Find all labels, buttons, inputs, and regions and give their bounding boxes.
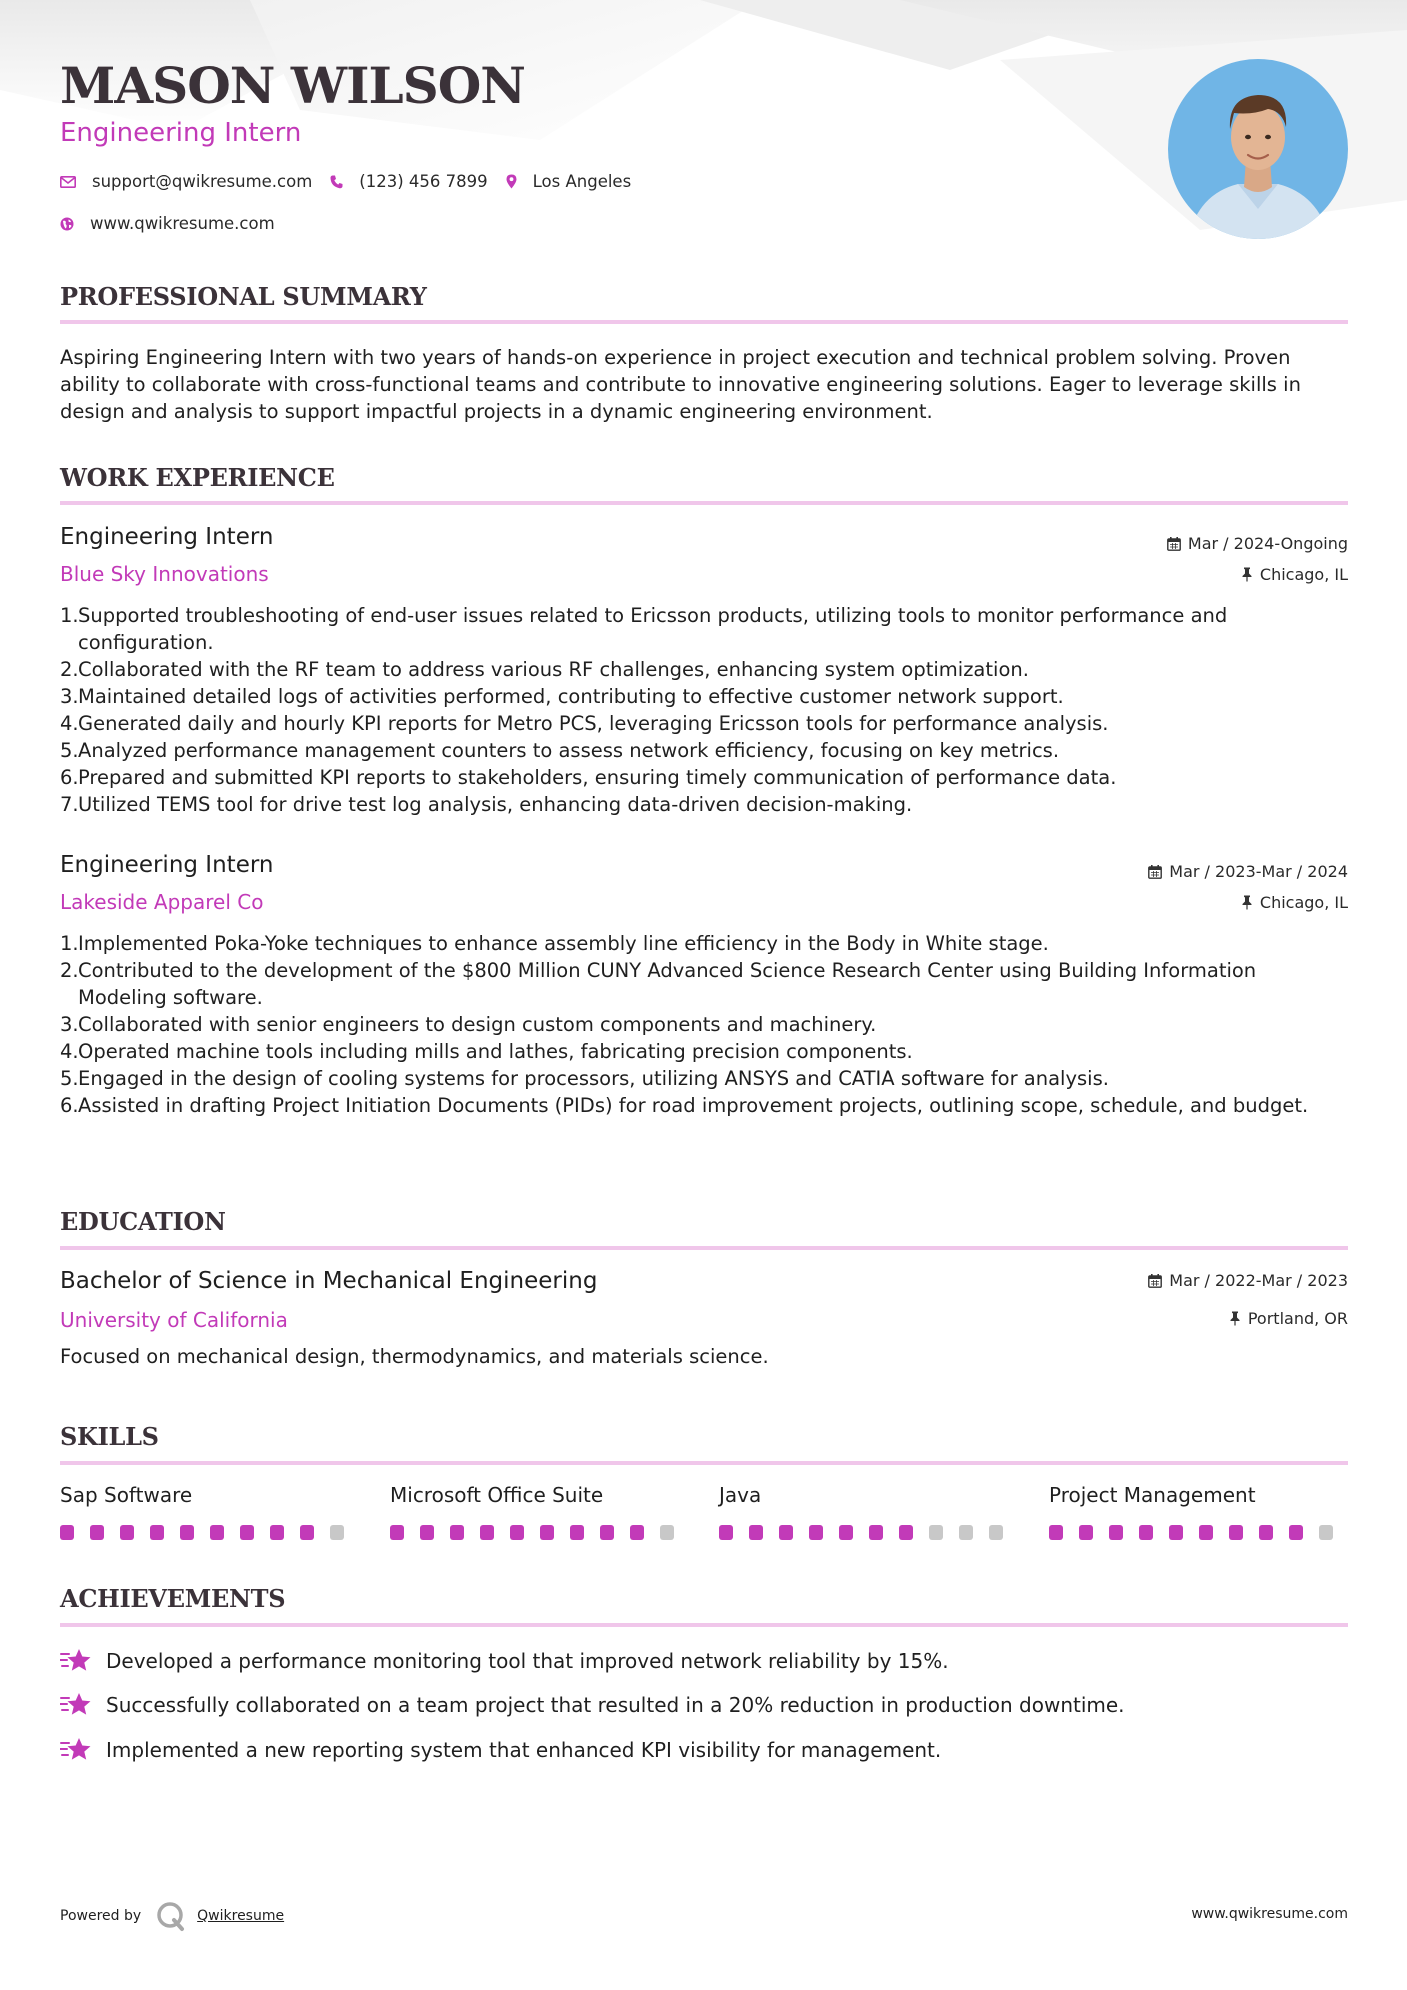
rating-dot-filled bbox=[120, 1525, 134, 1540]
skill-item bbox=[719, 1483, 1019, 1540]
list-item: 3. Maintained detailed logs of activities performed, contributing to effective customer network support. bbox=[60, 685, 1064, 708]
skill-rating bbox=[1049, 1525, 1349, 1540]
summary-heading: PROFESSIONAL SUMMARY bbox=[60, 282, 427, 311]
job-dates bbox=[1148, 862, 1348, 881]
achievement-text: Implemented a new reporting system that enhanced KPI visibility for management. bbox=[106, 1738, 942, 1762]
rating-dot-filled bbox=[450, 1525, 464, 1540]
rating-dot-filled bbox=[1229, 1525, 1243, 1540]
website-text: www.qwikresume.com bbox=[90, 214, 275, 233]
rating-dot-filled bbox=[60, 1525, 74, 1540]
rating-dot-empty bbox=[959, 1525, 973, 1540]
achievement-item bbox=[60, 1648, 949, 1674]
degree-title: Bachelor of Science in Mechanical Engineering bbox=[60, 1268, 598, 1294]
job-responsibilities bbox=[60, 602, 1348, 818]
phone-text: (123) 456 7899 bbox=[359, 172, 488, 191]
rating-dot-filled bbox=[300, 1525, 314, 1540]
skill-rating bbox=[719, 1525, 1019, 1540]
job-location-text: Chicago, IL bbox=[1259, 565, 1348, 584]
email-text: support@qwikresume.com bbox=[92, 172, 313, 191]
achievement-item bbox=[60, 1692, 1125, 1718]
job-dates bbox=[1167, 534, 1348, 553]
job-title: Engineering Intern bbox=[60, 852, 274, 878]
rating-dot-filled bbox=[809, 1525, 823, 1540]
phone-icon bbox=[330, 175, 343, 189]
summary-text: Aspiring Engineering Intern with two years of hands-on experience in project execution and technical problem solving. Proven ability to collaborate with cross-functional teams and contribute to innovative engineering solutions. Eager to leverage skills in design and analysis to support impactful projects in a dynamic engineering environment. bbox=[60, 346, 1301, 423]
list-item: 5. Analyzed performance management counters to assess network efficiency, focusing on key metrics. bbox=[60, 739, 1060, 762]
list-item: 6. Prepared and submitted KPI reports to stakeholders, ensuring timely communication of performance data. bbox=[60, 766, 1117, 789]
achievement-text: Successfully collaborated on a team project that resulted in a 20% reduction in production downtime. bbox=[106, 1693, 1125, 1717]
rating-dot-filled bbox=[150, 1525, 164, 1540]
rating-dot-filled bbox=[1079, 1525, 1093, 1540]
list-item: 1. Implemented Poka-Yoke techniques to enhance assembly line efficiency in the Body in White stage. bbox=[60, 932, 1049, 955]
rating-dot-empty bbox=[989, 1525, 1003, 1540]
rating-dot-filled bbox=[570, 1525, 584, 1540]
experience-divider bbox=[60, 501, 1348, 505]
rating-dot-filled bbox=[630, 1525, 644, 1540]
company-name: Blue Sky Innovations bbox=[60, 562, 269, 586]
job-dates-text: Mar / 2024-Ongoing bbox=[1187, 534, 1348, 553]
rating-dot-empty bbox=[660, 1525, 674, 1540]
rating-dot-filled bbox=[480, 1525, 494, 1540]
pushpin-icon bbox=[1241, 895, 1253, 910]
skill-item bbox=[390, 1483, 690, 1540]
contact-row-2 bbox=[60, 214, 293, 233]
list-item: 2. Collaborated with the RF team to address various RF challenges, enhancing system optimization. bbox=[60, 658, 1029, 681]
education-divider bbox=[60, 1246, 1348, 1250]
rating-dot-filled bbox=[869, 1525, 883, 1540]
education-dates bbox=[1148, 1271, 1348, 1290]
list-item: 1. Supported troubleshooting of end-user issues related to Ericsson products, utilizing tools to monitor performance and configuration. bbox=[60, 604, 1228, 654]
rating-dot-filled bbox=[719, 1525, 733, 1540]
rating-dot-filled bbox=[1169, 1525, 1183, 1540]
footer-powered-by bbox=[60, 1900, 284, 1932]
website-item[interactable] bbox=[60, 214, 275, 233]
list-item: 2. Contributed to the development of the $800 Million CUNY Advanced Science Research Center using Building Information Modeling software. bbox=[60, 959, 1257, 1009]
rating-dot-filled bbox=[90, 1525, 104, 1540]
achievements-divider bbox=[60, 1623, 1348, 1627]
education-description: Focused on mechanical design, thermodynamics, and materials science. bbox=[60, 1345, 769, 1368]
rating-dot-filled bbox=[1259, 1525, 1273, 1540]
achievements-heading: ACHIEVEMENTS bbox=[60, 1584, 286, 1613]
job-location bbox=[1241, 893, 1348, 912]
star-icon bbox=[60, 1737, 92, 1763]
location-text: Los Angeles bbox=[532, 172, 632, 191]
skill-rating bbox=[390, 1525, 690, 1540]
candidate-name: MASON WILSON bbox=[60, 56, 525, 115]
skill-rating bbox=[60, 1525, 360, 1540]
rating-dot-filled bbox=[390, 1525, 404, 1540]
powered-by-label: Powered by bbox=[60, 1908, 142, 1924]
list-item: 3. Collaborated with senior engineers to design custom components and machinery. bbox=[60, 1013, 877, 1036]
rating-dot-filled bbox=[839, 1525, 853, 1540]
list-item: 5. Engaged in the design of cooling systems for processors, utilizing ANSYS and CATIA software for analysis. bbox=[60, 1067, 1109, 1090]
summary-divider bbox=[60, 320, 1348, 324]
pushpin-icon bbox=[1241, 567, 1253, 582]
envelope-icon bbox=[60, 176, 76, 188]
rating-dot-filled bbox=[210, 1525, 224, 1540]
calendar-icon bbox=[1148, 1274, 1162, 1288]
rating-dot-empty bbox=[1319, 1525, 1333, 1540]
rating-dot-filled bbox=[540, 1525, 554, 1540]
education-location bbox=[1229, 1309, 1348, 1328]
achievement-item bbox=[60, 1737, 941, 1763]
list-item: 4. Generated daily and hourly KPI reports for Metro PCS, leveraging Ericsson tools for performance analysis. bbox=[60, 712, 1109, 735]
qwikresume-link[interactable]: Qwikresume bbox=[197, 1908, 285, 1924]
experience-heading: WORK EXPERIENCE bbox=[60, 463, 335, 492]
job-location-text: Chicago, IL bbox=[1259, 893, 1348, 912]
school-name: University of California bbox=[60, 1308, 288, 1332]
star-icon bbox=[60, 1692, 92, 1718]
job-title: Engineering Intern bbox=[60, 524, 274, 550]
rating-dot-filled bbox=[180, 1525, 194, 1540]
education-dates-text: Mar / 2022-Mar / 2023 bbox=[1169, 1271, 1348, 1290]
rating-dot-filled bbox=[1199, 1525, 1213, 1540]
rating-dot-empty bbox=[330, 1525, 344, 1540]
skill-item bbox=[60, 1483, 360, 1540]
rating-dot-filled bbox=[779, 1525, 793, 1540]
job-responsibilities bbox=[60, 930, 1348, 1119]
job-location bbox=[1241, 565, 1348, 584]
rating-dot-filled bbox=[240, 1525, 254, 1540]
location-item bbox=[506, 172, 632, 191]
rating-dot-filled bbox=[420, 1525, 434, 1540]
education-heading: EDUCATION bbox=[60, 1207, 226, 1236]
pushpin-icon bbox=[1229, 1311, 1241, 1326]
email-item[interactable] bbox=[60, 172, 312, 191]
contact-row-1 bbox=[60, 172, 649, 191]
profile-photo bbox=[1168, 59, 1348, 239]
footer-url[interactable]: www.qwikresume.com bbox=[1191, 1906, 1348, 1922]
phone-item[interactable] bbox=[330, 172, 487, 191]
qwikresume-logo-icon bbox=[155, 1900, 187, 1932]
skills-divider bbox=[60, 1461, 1348, 1465]
star-icon bbox=[60, 1648, 92, 1674]
skill-item bbox=[1049, 1483, 1349, 1540]
rating-dot-filled bbox=[1139, 1525, 1153, 1540]
achievement-text: Developed a performance monitoring tool that improved network reliability by 15%. bbox=[106, 1649, 949, 1673]
skill-name: Sap Software bbox=[60, 1483, 193, 1507]
rating-dot-filled bbox=[749, 1525, 763, 1540]
job-dates-text: Mar / 2023-Mar / 2024 bbox=[1169, 862, 1348, 881]
rating-dot-filled bbox=[600, 1525, 614, 1540]
calendar-icon bbox=[1148, 865, 1162, 879]
rating-dot-filled bbox=[1289, 1525, 1303, 1540]
map-pin-icon bbox=[506, 174, 517, 189]
list-item: 7. Utilized TEMS tool for drive test log analysis, enhancing data-driven decision-making. bbox=[60, 793, 913, 816]
candidate-role: Engineering Intern bbox=[60, 118, 302, 148]
education-location-text: Portland, OR bbox=[1247, 1309, 1348, 1328]
list-item: 6. Assisted in drafting Project Initiation Documents (PIDs) for road improvement projects, outlining scope, schedule, and budget. bbox=[60, 1094, 1309, 1117]
rating-dot-filled bbox=[270, 1525, 284, 1540]
skill-name: Microsoft Office Suite bbox=[390, 1483, 604, 1507]
rating-dot-filled bbox=[510, 1525, 524, 1540]
company-name: Lakeside Apparel Co bbox=[60, 890, 264, 914]
calendar-icon bbox=[1167, 537, 1181, 551]
skills-heading: SKILLS bbox=[60, 1422, 159, 1451]
rating-dot-filled bbox=[1109, 1525, 1123, 1540]
rating-dot-filled bbox=[899, 1525, 913, 1540]
globe-icon bbox=[60, 217, 74, 231]
rating-dot-empty bbox=[929, 1525, 943, 1540]
skill-name: Java bbox=[719, 1483, 762, 1507]
rating-dot-filled bbox=[1049, 1525, 1063, 1540]
skill-name: Project Management bbox=[1049, 1483, 1256, 1507]
list-item: 4. Operated machine tools including mills and lathes, fabricating precision components. bbox=[60, 1040, 913, 1063]
profile-photo-image bbox=[1168, 59, 1348, 239]
